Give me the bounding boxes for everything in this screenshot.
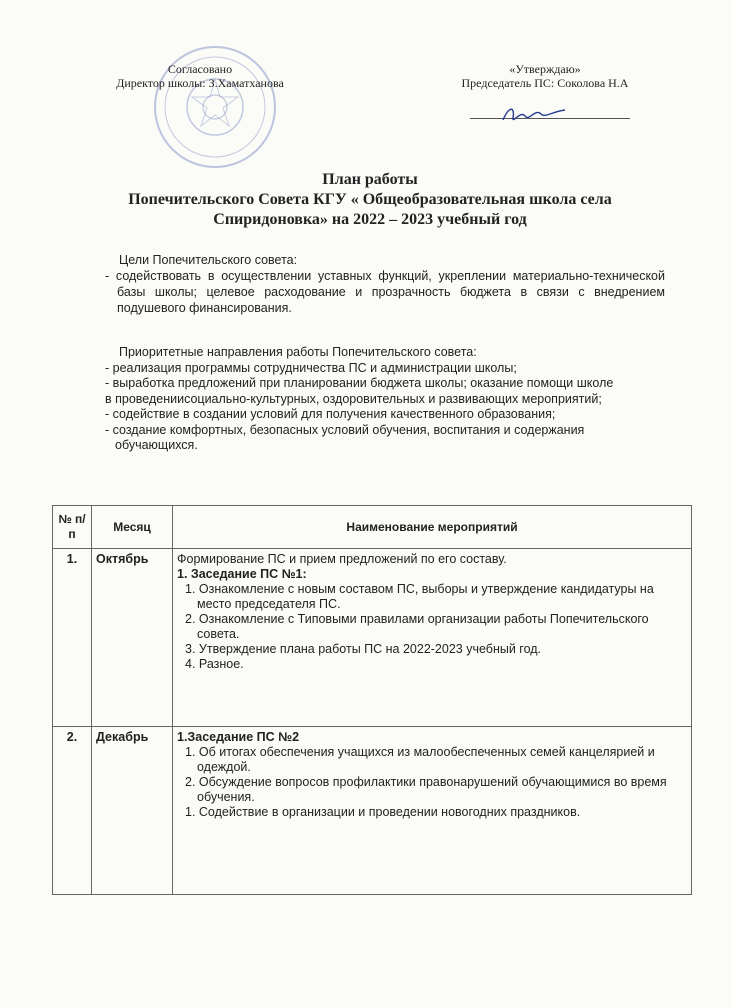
event-item: 4. Разное. (185, 657, 244, 671)
priority-item: в проведениисоциально-культурных, оздоровительных и развивающих мероприятий; (105, 391, 602, 406)
row-num: 2. (53, 727, 92, 895)
event-item: 1. Ознакомление с новым составом ПС, выборы и утверждение кандидатуры на место председателя ПС. (185, 582, 654, 611)
event-item: 2. Обсуждение вопросов профилактики правонарушений обучающимися во время обучения. (185, 775, 667, 804)
header-month: Месяц (92, 506, 173, 549)
event-intro: Формирование ПС и прием предложений по его составу. (177, 552, 507, 566)
priorities-heading: Приоритетные направления работы Попечительского совета: (119, 345, 477, 359)
header-events: Наименование мероприятий (173, 506, 692, 549)
approval-right-chair: Председатель ПС: Соколова Н.А (461, 76, 629, 90)
approval-right-label: «Утверждаю» (509, 62, 581, 76)
header-num: № п/п (53, 506, 92, 549)
table-row (53, 549, 692, 727)
row-events (173, 549, 692, 727)
approval-left-label: Согласовано (167, 62, 233, 76)
event-item: 1. Об итогах обеспечения учащихся из малообеспеченных семей канцелярией и одеждой. (185, 745, 655, 774)
session-title: 1.Заседание ПС №2 (177, 730, 300, 744)
priority-item: - создание комфортных, безопасных условий обучения, воспитания и содержания (105, 422, 585, 437)
table-row (53, 727, 692, 895)
approval-left-director: Директор школы: З.Хаматханова (116, 76, 284, 90)
event-item: 2. Ознакомление с Типовыми правилами организации работы Попечительского совета. (185, 612, 649, 641)
approval-right (440, 62, 650, 90)
session-title: 1. Заседание ПС №1: (177, 567, 307, 581)
title-line-2: Попечительского Совета КГУ « Общеобразовательная школа села (128, 191, 612, 208)
document-title (100, 170, 640, 230)
priorities-section (105, 345, 665, 454)
row-month: Декабрь (92, 727, 173, 895)
priority-item: - реализация программы сотрудничества ПС и администрации школы; (105, 360, 517, 375)
goals-text: - содействовать в осуществлении уставных функций, укреплении материально-технической базы школы; целевое расходование и прозрачность бюджета в связи с внедрением подушевого финансирования. (105, 269, 665, 315)
goals-heading: Цели Попечительского совета: (119, 253, 298, 267)
handwritten-signature-icon (495, 98, 575, 128)
title-line-3: Спиридоновка» на 2022 – 2023 учебный год (213, 211, 527, 228)
priority-item: обучающихся. (115, 438, 198, 452)
table-header-row (53, 506, 692, 549)
title-line-1: План работы (322, 171, 418, 188)
events-table (52, 505, 692, 895)
row-num: 1. (53, 549, 92, 727)
goals-section (105, 252, 665, 316)
approval-left (100, 62, 300, 90)
row-events (173, 727, 692, 895)
priority-item: - содействие в создании условий для получения качественного образования; (105, 407, 556, 421)
event-item: 1. Содействие в организации и проведении новогодних праздников. (185, 805, 581, 819)
event-list (177, 745, 687, 820)
event-list (177, 582, 687, 672)
row-month: Октябрь (92, 549, 173, 727)
priority-item: - выработка предложений при планировании бюджета школы; оказание помощи школе (105, 376, 614, 390)
event-item: 3. Утверждение плана работы ПС на 2022-2023 учебный год. (185, 642, 542, 656)
